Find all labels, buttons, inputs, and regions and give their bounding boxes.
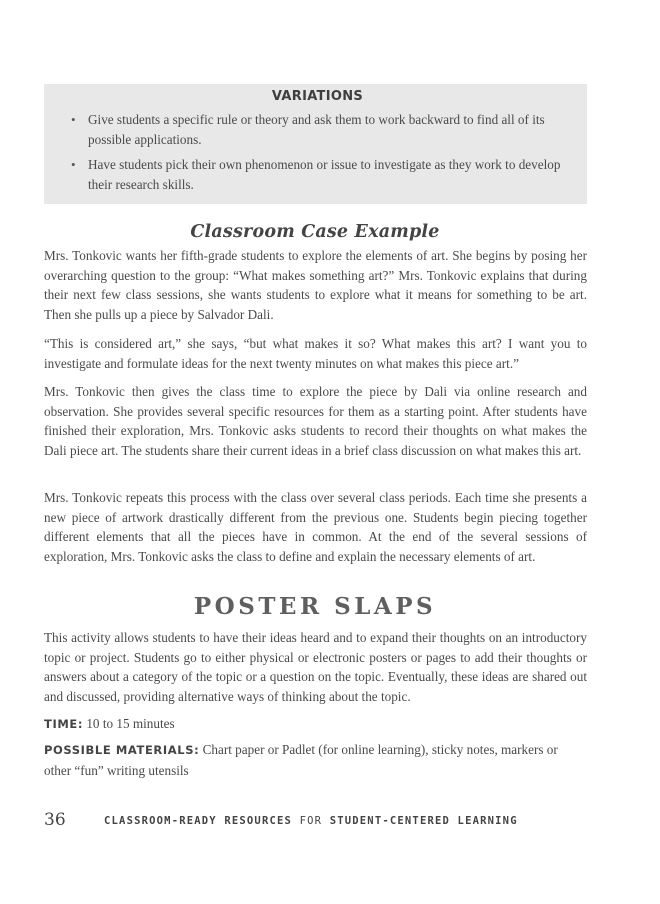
case-paragraph: Mrs. Tonkovic then gives the class time to explore the piece by Dali via online research and observation. She provides several specific resources for them as a starting point. After students have finished their exploration, Mrs. Tonkovic asks students to record their thoughts on what makes the Dali piece art. The students share their current ideas in a brief class discussion on what makes this art.: [44, 384, 587, 458]
materials-value: Chart paper or Padlet (for online learning), sticky notes, markers or other “fun” writing utensils: [44, 742, 558, 778]
case-paragraph: Mrs. Tonkovic wants her fifth-grade students to explore the elements of art. She begins by posing her overarching question to the group: “What makes something art?” Mrs. Tonkovic explains that during their next few class sessions, she wants students to explore what it means for something to be art. Then she pulls up a piece by Salvador Dali.: [44, 248, 587, 322]
poster-slaps-title: POSTER SLAPS: [193, 593, 437, 620]
bullet-icon: •: [71, 157, 76, 172]
variations-box: [44, 84, 587, 204]
page-number: 36: [44, 810, 66, 830]
running-footer: [104, 815, 518, 827]
case-paragraph: Mrs. Tonkovic repeats this process with the class over several class periods. Each time she presents a new piece of artwork drastically different from the previous one. Students begin piecing together different elements that all the pieces have in common. At the end of the several sessions of exploration, Mrs. Tonkovic asks the class to define and explain the necessary elements of art.: [44, 490, 587, 564]
case-paragraph: “This is considered art,” she says, “but what makes it so? What makes this art? I want you to investigate and formulate ideas for the next twenty minutes on what makes this piece art.”: [44, 336, 587, 371]
footer-title-part1: CLASSROOM-READY RESOURCES: [104, 815, 293, 827]
variations-item: • Have students pick their own phenomenon or issue to investigate as they work to develop their research skills.: [71, 157, 561, 192]
bullet-icon: •: [71, 112, 76, 127]
materials-label: POSSIBLE MATERIALS:: [44, 743, 200, 757]
variations-heading: VARIATIONS: [271, 89, 364, 104]
variations-item: • Give students a specific rule or theory and ask them to work backward to find all of its possible applications.: [71, 112, 545, 147]
poster-slaps-description: This activity allows students to have their ideas heard and to expand their thoughts on an introductory topic or project. Students go to either physical or electronic posters or pages to add their thoughts or answers about a category of the topic or a question on the topic. Eventually, these ideas are shared out and discussed, providing alternative ways of thinking about the topic.: [44, 630, 587, 704]
case-example-title: Classroom Case Example: [190, 222, 440, 242]
time-line: [44, 714, 587, 735]
time-value: 10 to 15 minutes: [86, 716, 175, 731]
time-label: TIME:: [44, 717, 84, 731]
footer-title-part3: STUDENT-CENTERED LEARNING: [329, 815, 518, 827]
materials-line: [44, 740, 587, 780]
variations-list: [64, 110, 571, 195]
footer-title-part2: FOR: [299, 815, 323, 827]
